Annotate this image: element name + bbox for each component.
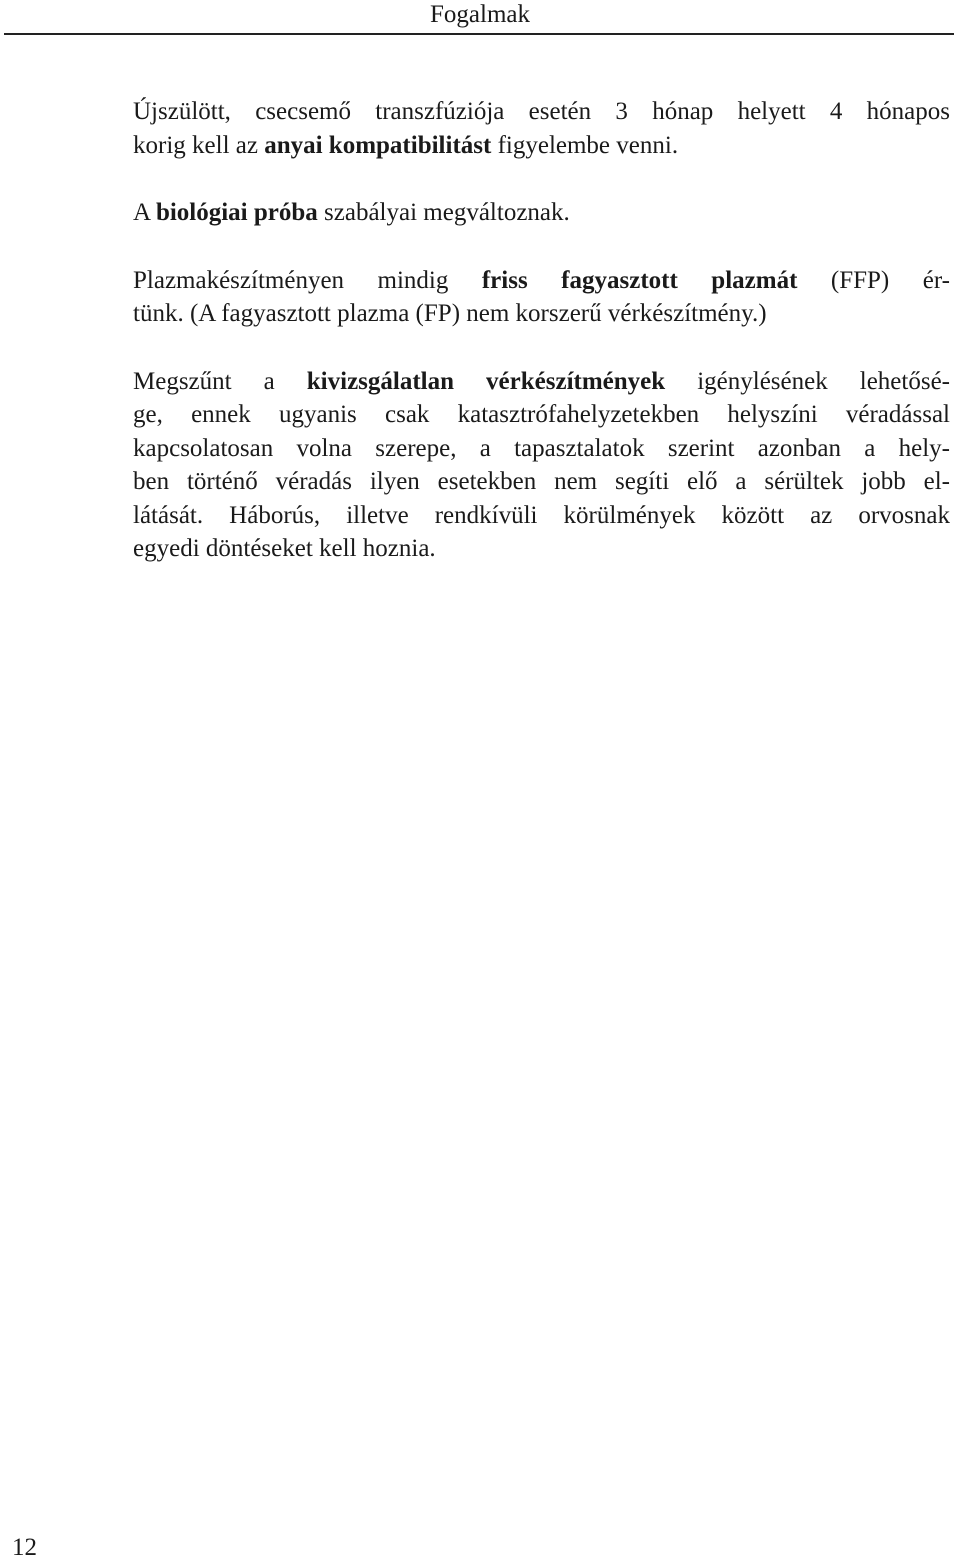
text-run: Plazmakészítményen mindig (133, 266, 482, 294)
bold-term: kivizsgálatlan vérkészítmények (306, 367, 666, 395)
text-line (133, 95, 950, 129)
text-run: szabályai megváltoznak. (317, 199, 570, 226)
paragraph-kivizsgalatlan (133, 365, 950, 566)
text-run: látását. Háborús, illetve rendkívüli körülmények között az orvosnak (133, 501, 950, 529)
text-run: igénylésének lehetősé- (665, 367, 951, 395)
text-run: Újszülött, csecsemő transzfúziója esetén 3 hónap helyett 4 hónapos (133, 98, 950, 125)
text-line (133, 532, 950, 566)
text-line (133, 264, 950, 298)
text-run: ge, ennek ugyanis csak katasztrófahelyzetekben helyszíni véradással (133, 401, 950, 428)
page-body (133, 95, 950, 600)
text-line (133, 297, 950, 331)
text-run: korig kell az (133, 131, 265, 159)
text-run: ben történő véradás ilyen esetekben nem segíti elő a sérültek jobb el- (133, 468, 950, 495)
text-run: egyedi döntéseket kell hoznia. (133, 535, 436, 562)
paragraph-anyai-kompatibilitas (133, 95, 950, 162)
bold-term: friss fagyasztott plazmát (481, 266, 798, 294)
text-run: kapcsolatosan volna szerepe, a tapasztalatok szerint azonban a hely- (133, 434, 950, 462)
text-line (133, 196, 950, 230)
text-line (133, 499, 950, 533)
page-number: 12 (12, 1534, 37, 1561)
text-run: A (133, 199, 156, 226)
text-line (133, 365, 950, 399)
text-run: (FFP) ér- (797, 266, 950, 294)
text-line (133, 129, 950, 163)
text-run: figyelembe venni. (491, 131, 679, 159)
text-line (133, 398, 950, 432)
text-line (133, 432, 950, 466)
text-run: Megszűnt a (133, 367, 307, 395)
running-header: Fogalmak (430, 1, 530, 28)
bold-term: anyai kompatibilitást (264, 131, 492, 159)
text-run: tünk. (A fagyasztott plazma (FP) nem korszerű vérkészítmény.) (133, 300, 767, 327)
paragraph-ffp (133, 264, 950, 331)
paragraph-biologiai-proba (133, 196, 950, 230)
bold-term: biológiai próba (155, 199, 318, 226)
header-rule (4, 33, 954, 35)
text-line (133, 465, 950, 499)
